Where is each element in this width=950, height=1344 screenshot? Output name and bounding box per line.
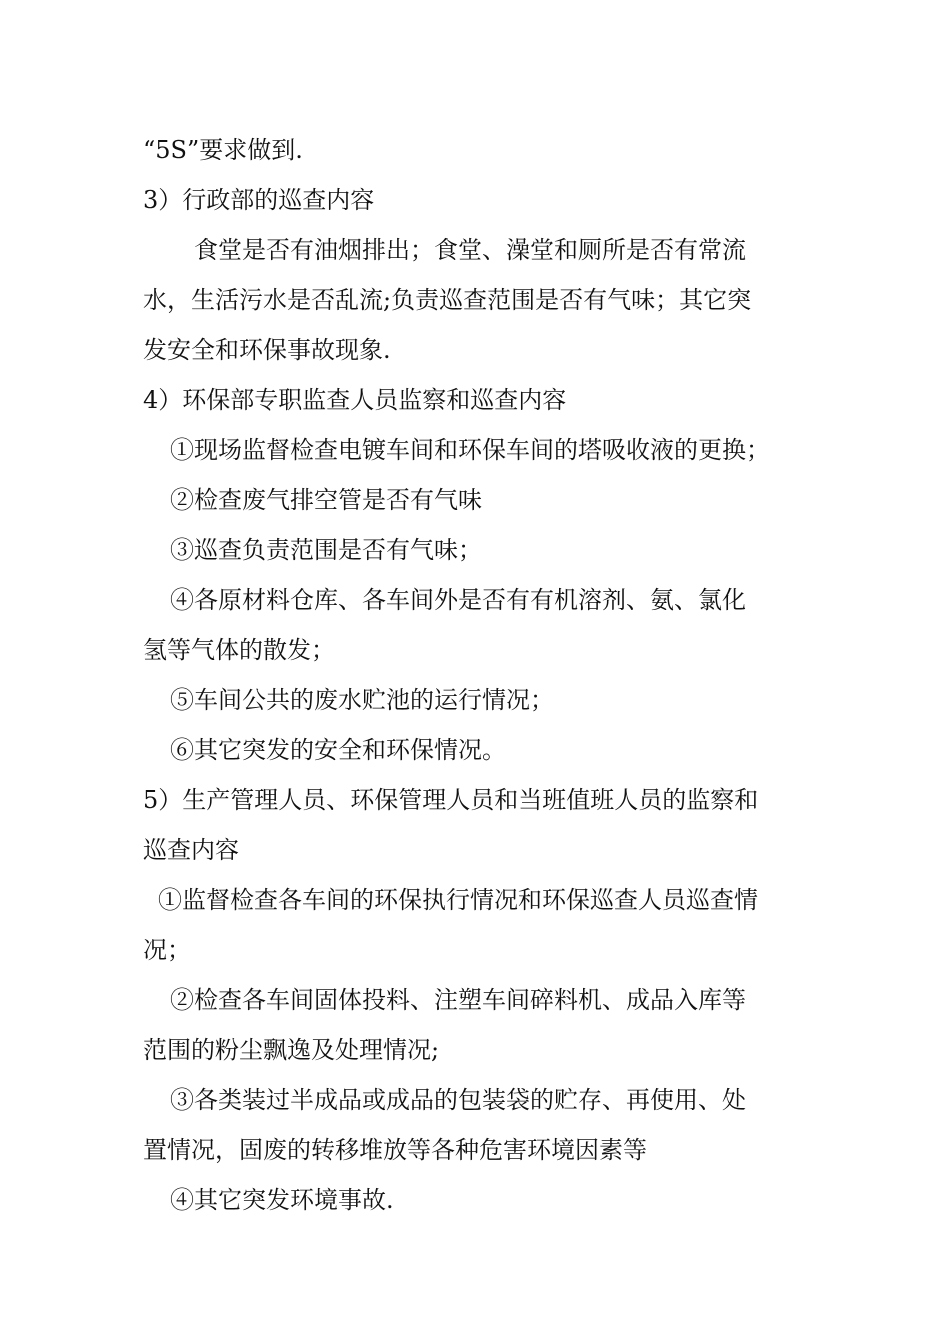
list-item: ③巡查负责范围是否有气味；: [170, 536, 482, 564]
text-line: 况；: [143, 936, 191, 964]
text-line: “5S”要求做到.: [143, 136, 303, 164]
list-item: ①监督检查各车间的环保执行情况和环保巡查人员巡查情: [158, 886, 758, 914]
section-heading-5: 5）生产管理人员、环保管理人员和当班值班人员的监察和: [143, 786, 759, 814]
list-item: ②检查各车间固体投料、注塑车间碎料机、成品入库等: [170, 986, 746, 1014]
text-line: 食堂是否有油烟排出；食堂、澡堂和厕所是否有常流: [194, 236, 746, 264]
text-line: 水，生活污水是否乱流;负责巡查范围是否有气味；其它突: [143, 286, 752, 314]
list-item: ④各原材料仓库、各车间外是否有有机溶剂、氨、氯化: [170, 586, 746, 614]
text-line: 置情况，固废的转移堆放等各种危害环境因素等: [143, 1136, 647, 1164]
list-item: ⑤车间公共的废水贮池的运行情况；: [170, 686, 554, 714]
list-item: ①现场监督检查电镀车间和环保车间的塔吸收液的更换；: [170, 436, 770, 464]
section-heading-3: 3）行政部的巡查内容: [143, 186, 375, 214]
list-item: ③各类装过半成品或成品的包装袋的贮存、再使用、处: [170, 1086, 746, 1114]
list-item: ⑥其它突发的安全和环保情况。: [170, 736, 506, 764]
text-line: 发安全和环保事故现象.: [143, 336, 391, 364]
list-item: ④其它突发环境事故.: [170, 1186, 394, 1214]
section-heading-4: 4）环保部专职监查人员监察和巡查内容: [143, 386, 567, 414]
text-line: 巡查内容: [143, 836, 239, 864]
list-item: ②检查废气排空管是否有气味: [170, 486, 482, 514]
text-line: 范围的粉尘飘逸及处理情况;: [143, 1036, 440, 1064]
text-line: 氢等气体的散发；: [143, 636, 335, 664]
